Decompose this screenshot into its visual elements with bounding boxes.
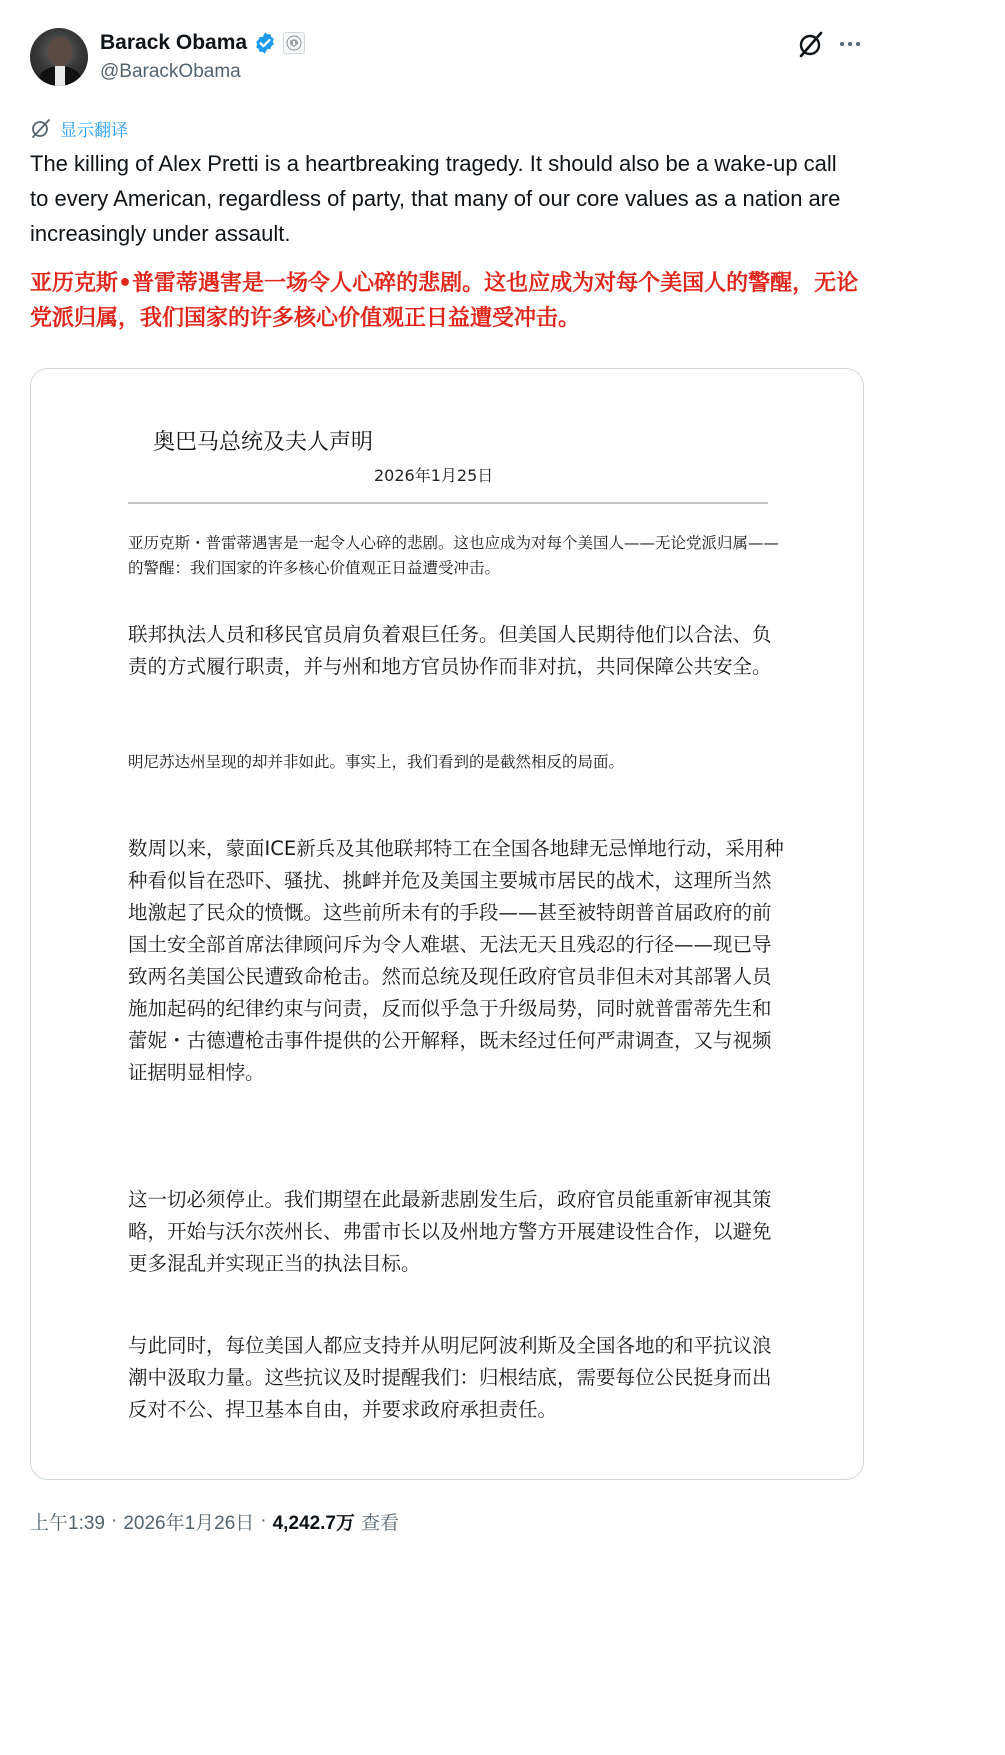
statement-date: 2026年1月25日 — [374, 466, 494, 485]
statement-paragraph: 联邦执法人员和移民官员肩负着艰巨任务。但美国人民期待他们以合法、负责的方式履行职责，并与州和地方官员协作而非对抗，共同保障公共安全。 — [128, 623, 772, 678]
government-affiliation-icon[interactable] — [283, 32, 305, 54]
more-options-icon[interactable] — [835, 30, 865, 58]
avatar[interactable] — [30, 28, 88, 86]
statement-paragraph: 明尼苏达州呈现的却并非如此。事实上，我们看到的是截然相反的局面。 — [128, 753, 625, 771]
attached-statement-image[interactable] — [30, 368, 864, 1480]
statement-paragraph: 与此同时，每位美国人都应支持并从明尼阿波利斯及全国各地的和平抗议浪潮中汲取力量。这些抗议及时提醒我们：归根结底，需要每位公民挺身而出反对不公、捍卫基本自由，并要求政府承担责任。 — [128, 1334, 772, 1421]
tweet-meta — [30, 1507, 399, 1535]
post-date[interactable]: 2026年1月26日 — [123, 1512, 255, 1534]
view-count[interactable]: 4,242.7万 — [272, 1512, 356, 1534]
tweet-text: The killing of Alex Pretti is a heartbreaking tragedy. It should also be a wake-up call to every American, regardless of party, that many of our core values as a nation are increasingly under assault. — [30, 151, 841, 246]
grok-icon[interactable] — [797, 30, 825, 58]
translate-icon — [30, 117, 52, 139]
view-count-label: 查看 — [361, 1512, 400, 1534]
divider — [128, 502, 768, 504]
meta-separator: · — [260, 1510, 267, 1531]
tweet-translation-overlay: 亚历克斯•普雷蒂遇害是一场令人心碎的悲剧。这也应成为对每个美国人的警醒，无论党派归属，我们国家的许多核心价值观正日益遭受冲击。 — [30, 271, 859, 331]
statement-paragraph: 这一切必须停止。我们期望在此最新悲剧发生后，政府官员能重新审视其策略，开始与沃尔茨州长、弗雷市长以及州地方警方开展建设性合作，以避免更多混乱并实现正当的执法目标。 — [128, 1188, 772, 1275]
statement-title: 奥巴马总统及夫人声明 — [153, 430, 374, 455]
post-time[interactable]: 上午1:39 — [30, 1512, 105, 1534]
translate-label: 显示翻译 — [60, 120, 128, 140]
statement-paragraph: 数周以来，蒙面ICE新兵及其他联邦特工在全国各地肆无忌惮地行动，采用种种看似旨在恐吓、骚扰、挑衅并危及美国主要城市居民的战术，这理所当然地激起了民众的愤慨。这些前所未有的手段——甚至被特朗普首届政府的前国土安全部首席法律顾问斥为令人难堪、无法无天且残忍的行径——现已导致两名美国公民遭致命枪击。然而总统及现任政府官员非但未对其部署人员施加起码的纪律约束与问责，反而似乎急于升级局势，同时就普雷蒂先生和蕾妮・古德遭枪击事件提供的公开解释，既未经过任何严肃调查，又与视频证据明显相悖。 — [128, 837, 784, 1084]
author-handle[interactable]: @BarackObama — [100, 61, 241, 82]
statement-paragraph: 亚历克斯・普雷蒂遇害是一起令人心碎的悲剧。这也应成为对每个美国人——无论党派归属——的警醒：我们国家的许多核心价值观正日益遭受冲击。 — [128, 534, 780, 577]
show-translation-button[interactable] — [30, 116, 128, 140]
meta-separator: · — [110, 1510, 118, 1531]
verified-badge-icon — [253, 31, 277, 55]
author-display-name[interactable]: Barack Obama — [100, 31, 248, 54]
author-name-row — [100, 30, 305, 56]
